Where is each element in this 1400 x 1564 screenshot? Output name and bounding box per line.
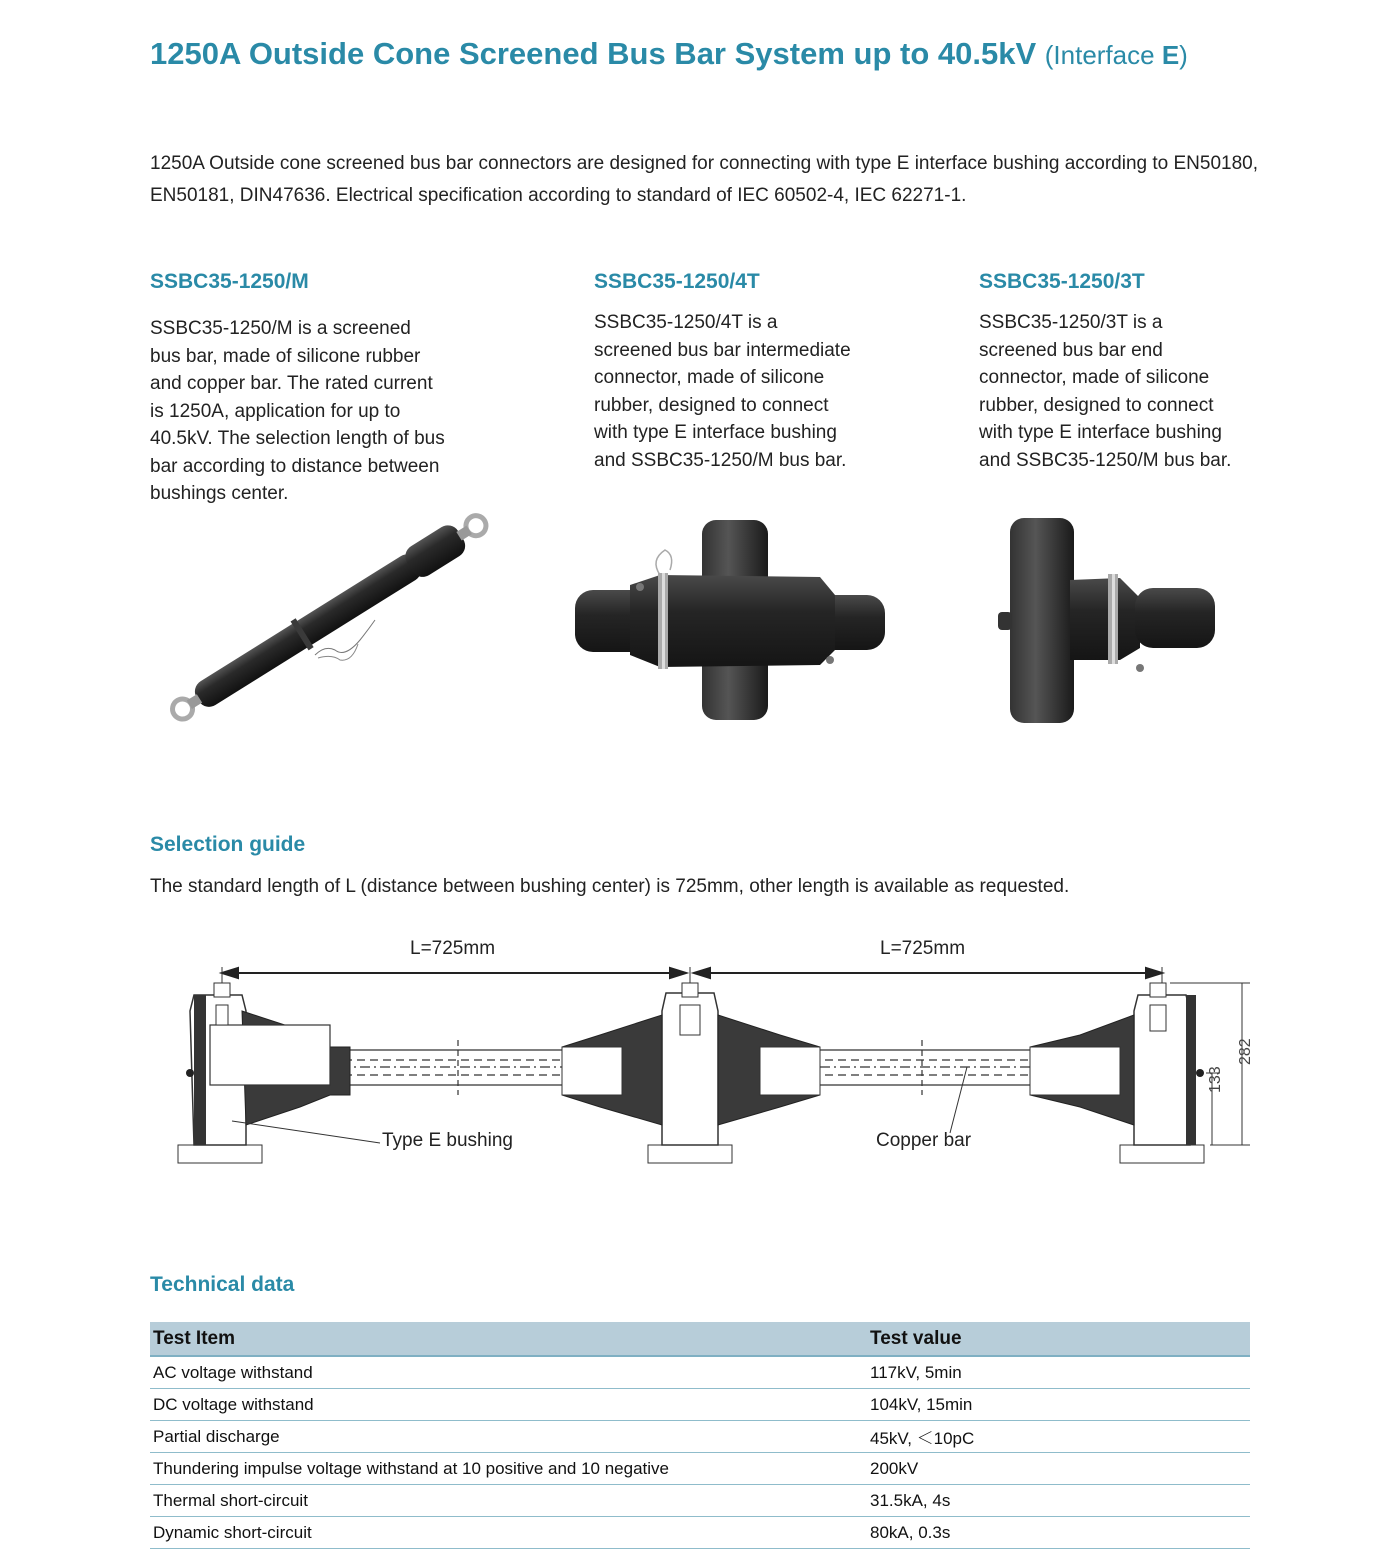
- bus-bar-image: [140, 500, 510, 740]
- cell-value: 104kV, 15min: [867, 1389, 1250, 1421]
- desc-line: SSBC35-1250/3T is a: [979, 312, 1163, 333]
- dimension-lines: [222, 968, 1162, 978]
- connector-4t-image: [570, 515, 890, 725]
- desc-line: SSBC35-1250/4T is a: [594, 312, 778, 333]
- desc-line: screened bus bar intermediate: [594, 339, 851, 361]
- desc-line: connector, made of silicone: [979, 367, 1210, 388]
- product-heading-4t: SSBC35-1250/4T: [594, 270, 760, 293]
- desc-line: is 1250A, application for up to: [150, 400, 401, 422]
- product-heading-m: SSBC35-1250/M: [150, 270, 309, 293]
- desc-line: rubber, designed to connect: [594, 394, 829, 416]
- table-row: [150, 1356, 1250, 1389]
- table-row: [150, 1453, 1250, 1485]
- cell-value: 80kA, 0.3s: [867, 1517, 1250, 1549]
- desc-line: and SSBC35-1250/M bus bar.: [979, 449, 1232, 471]
- product-desc-3t: [979, 309, 1279, 474]
- column-header-item: Test Item: [150, 1322, 867, 1356]
- product-desc-m: [150, 315, 510, 508]
- copper-label: Copper bar: [876, 1130, 972, 1151]
- copper-leader: [950, 1067, 967, 1133]
- cell-item: Thundering impulse voltage withstand at 10 positive and 10 negative: [150, 1453, 867, 1485]
- interface-letter: E: [1161, 40, 1180, 70]
- title-interface: [1045, 40, 1188, 70]
- desc-line: bar according to distance between: [150, 455, 440, 477]
- connector-3t-image: [990, 510, 1220, 730]
- product-desc-4t: [594, 309, 914, 474]
- column-header-value: Test value: [867, 1322, 1250, 1356]
- dim-282-label: 282: [1237, 1038, 1254, 1065]
- desc-line: bushings center.: [150, 483, 289, 504]
- table-header-row: [150, 1322, 1250, 1356]
- cell-item: Thermal short-circuit: [150, 1485, 867, 1517]
- desc-line: with type E interface bushing: [594, 422, 837, 443]
- table-row: [150, 1485, 1250, 1517]
- product-heading-3t: SSBC35-1250/3T: [979, 270, 1145, 293]
- interface-close: ): [1179, 40, 1188, 70]
- desc-line: bus bar, made of silicone rubber: [150, 345, 421, 367]
- dim-left-label: L=725mm: [410, 938, 496, 959]
- intro-paragraph: 1250A Outside cone screened bus bar connectors are designed for connecting with type E interface bushing according to EN50180, EN50181, DIN47636. Electrical specification according to standard of IEC 60502-4, IEC 62271-1.: [150, 153, 1258, 206]
- selection-text: The standard length of L (distance between bushing center) is 725mm, other length is available as requested.: [150, 876, 1070, 897]
- desc-line: screened bus bar end: [979, 339, 1163, 361]
- cell-value: 200kV: [867, 1453, 1250, 1485]
- cell-item: AC voltage withstand: [150, 1356, 867, 1389]
- page-title: [150, 36, 1188, 72]
- selection-drawing: [150, 935, 1260, 1175]
- selection-heading: Selection guide: [150, 833, 306, 856]
- dim-right-label: L=725mm: [880, 938, 966, 959]
- right-connector: [1030, 983, 1204, 1163]
- title-main: 1250A Outside Cone Screened Bus Bar System up to 40.5kV: [150, 36, 1037, 71]
- cell-item: Dynamic short-circuit: [150, 1517, 867, 1549]
- bushing-leader: [232, 1121, 380, 1143]
- desc-line: 40.5kV. The selection length of bus: [150, 428, 445, 449]
- table-row: [150, 1421, 1250, 1453]
- technical-table: [150, 1322, 1250, 1549]
- desc-line: rubber, designed to connect: [979, 394, 1214, 416]
- cell-item: Partial discharge: [150, 1421, 867, 1453]
- cell-item: DC voltage withstand: [150, 1389, 867, 1421]
- left-bushing: [178, 983, 350, 1163]
- table-row: [150, 1389, 1250, 1421]
- desc-line: and copper bar. The rated current: [150, 373, 433, 394]
- cell-value: 117kV, 5min: [867, 1356, 1250, 1389]
- interface-open: (Interface: [1044, 40, 1162, 70]
- cell-value: 45kV, ＜10pC: [867, 1421, 1250, 1453]
- table-row: [150, 1517, 1250, 1549]
- bushing-label: Type E bushing: [382, 1130, 513, 1151]
- technical-heading: Technical data: [150, 1273, 295, 1296]
- dim-133-label: 133: [1207, 1066, 1224, 1093]
- cell-value: 31.5kA, 4s: [867, 1485, 1250, 1517]
- middle-connector: [562, 983, 820, 1163]
- desc-line: connector, made of silicone: [594, 367, 825, 388]
- desc-line: with type E interface bushing: [979, 422, 1222, 443]
- desc-line: and SSBC35-1250/M bus bar.: [594, 449, 847, 471]
- desc-line: SSBC35-1250/M is a screened: [150, 318, 411, 339]
